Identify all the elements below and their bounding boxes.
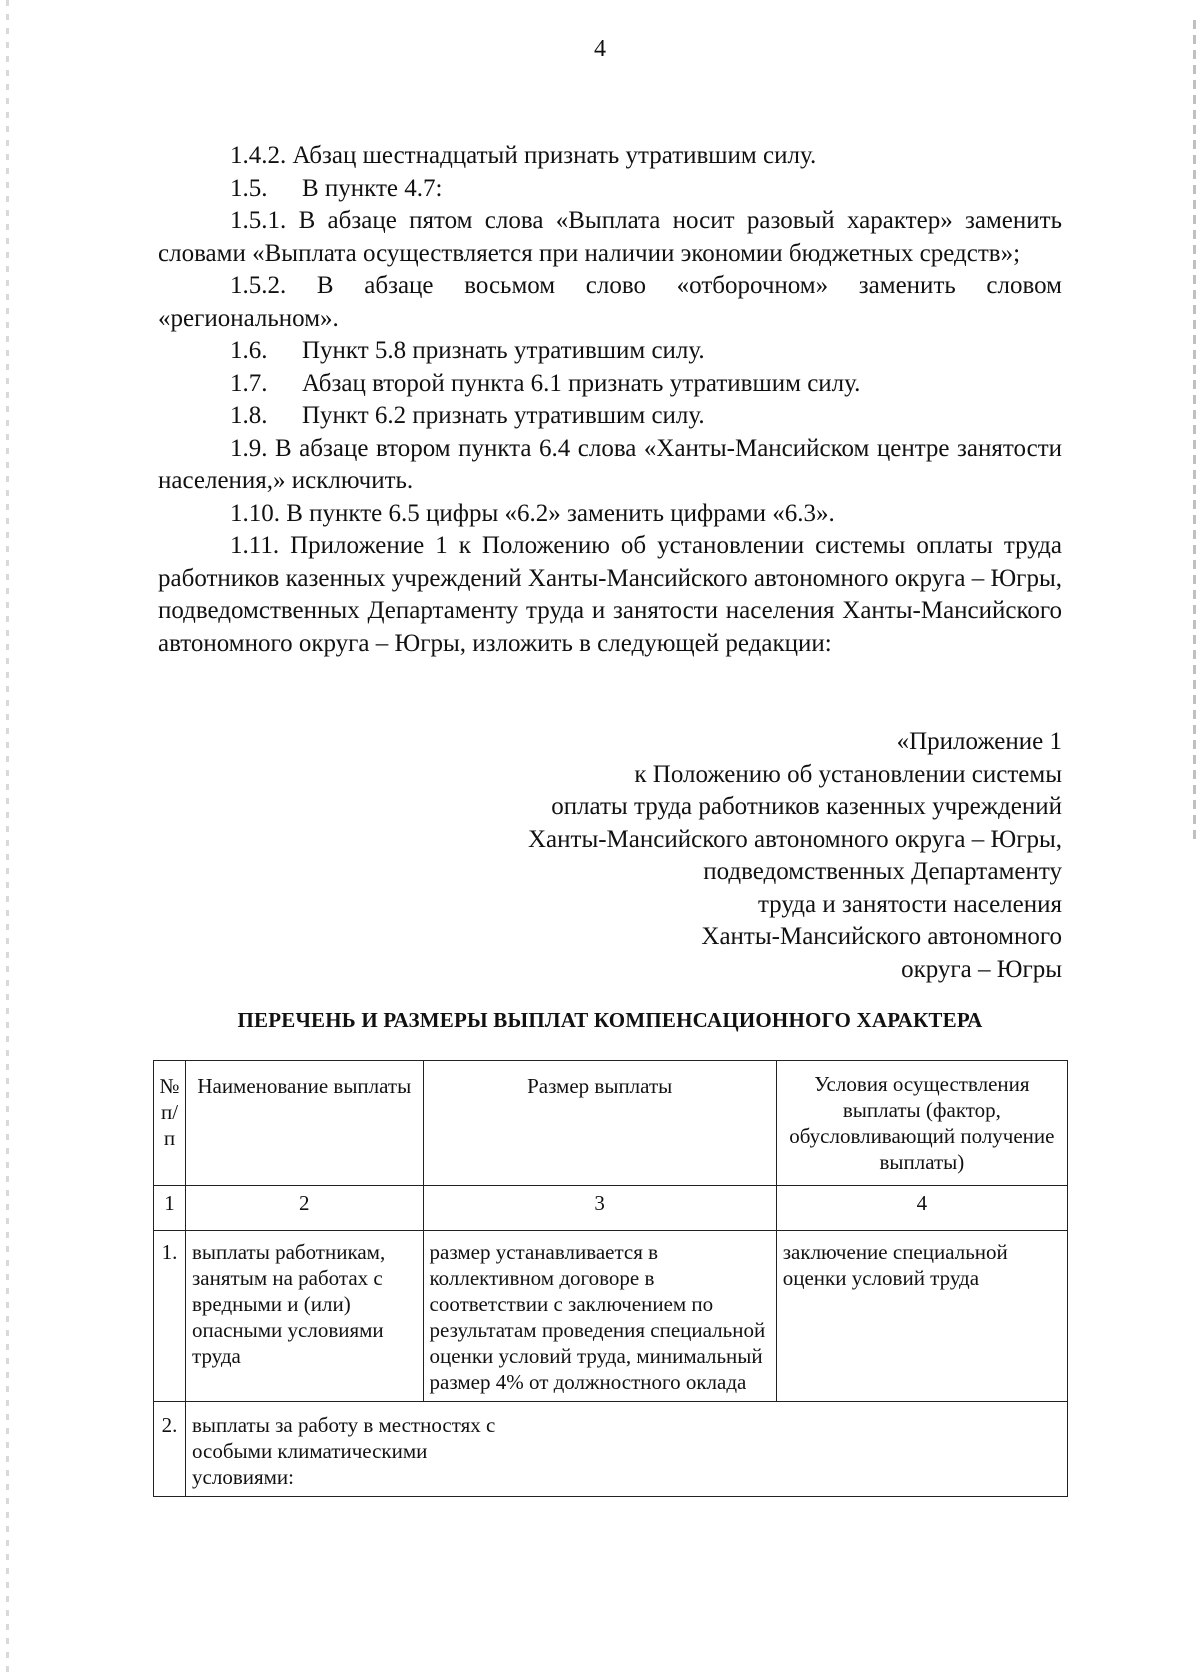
header-name: Наименование выплаты (186, 1061, 424, 1186)
appendix-line: подведомственных Департаменту (703, 858, 1062, 885)
header-size: Размер выплаты (423, 1061, 776, 1186)
row-number: 2. (154, 1402, 186, 1497)
appendix-line: Ханты-Мансийского автономного округа – Югры, (527, 825, 1062, 853)
column-number: 2 (186, 1186, 424, 1231)
paragraph-1-5-1: 1.5.1. В абзаце пятом слова «Выплата носит разовый характер» заменить словами «Выплата осуществляется при наличии экономии бюджетных средств»; (158, 207, 1062, 267)
row-condition: заключение специальной оценки условий труда (776, 1231, 1067, 1402)
paragraph-1-9: 1.9. В абзаце втором пункта 6.4 слова «Ханты-Мансийском центре занятости населения,» исключить. (158, 434, 1062, 494)
item-number: 1.8. (230, 402, 268, 429)
item-text: Абзац второй пункта 6.1 признать утратившим силу. (302, 369, 861, 397)
item-text: Пункт 6.2 признать утратившим силу. (302, 402, 705, 429)
page-number: 4 (594, 36, 606, 62)
item-text: Пункт 5.8 признать утратившим силу. (302, 337, 705, 364)
column-number: 4 (776, 1186, 1067, 1231)
row-name: выплаты работникам, занятым на работах с вредными и (или) опасными условиями труда (186, 1231, 424, 1402)
paragraph-1-6 (158, 335, 1062, 368)
table-row (154, 1402, 1068, 1497)
row-number: 1. (154, 1231, 186, 1402)
appendix-line: округа – Югры (901, 955, 1062, 983)
paragraph-1-10: 1.10. В пункте 6.5 цифры «6.2» заменить цифрами «6.3». (230, 499, 835, 527)
paragraph-1-4-2: 1.4.2. Абзац шестнадцатый признать утратившим силу. (230, 142, 817, 169)
paragraph-1-5-2: 1.5.2. В абзаце восьмом слово «отборочном» заменить словом «региональном». (158, 272, 1062, 332)
row-name-spanning (186, 1402, 1068, 1497)
item-number: 1.5. (230, 174, 268, 202)
table-numbering-row (154, 1186, 1068, 1231)
item-number: 1.6. (230, 337, 268, 364)
table-header-row (154, 1061, 1068, 1186)
scan-edge-right (1193, 20, 1196, 840)
header-condition: Условия осуществления выплаты (фактор, обусловливающий получение выплаты) (776, 1061, 1067, 1186)
paragraph-1-8 (158, 400, 1062, 433)
appendix-line: «Приложение 1 (896, 728, 1062, 755)
row-name: выплаты за работу в местностях с особыми климатическими условиями: (192, 1413, 496, 1489)
item-text: В пункте 4.7: (302, 174, 443, 202)
table-row (154, 1231, 1068, 1402)
column-number: 1 (154, 1186, 186, 1231)
scan-edge-left (6, 0, 9, 1680)
row-size: размер устанавливается в коллективном договоре в соответствии с заключением по результатам проведения специальной оценки условий труда, минимальный размер 4% от должностного оклада (423, 1231, 776, 1402)
appendix-line: оплаты труда работников казенных учреждений (551, 793, 1062, 820)
appendix-line: труда и занятости населения (757, 890, 1062, 918)
appendix-header (528, 726, 1062, 986)
appendix-line: Ханты-Мансийского автономного (701, 923, 1062, 950)
item-number: 1.7. (230, 369, 268, 397)
column-number: 3 (423, 1186, 776, 1231)
header-number: № п/п (154, 1061, 186, 1186)
appendix-line: к Положению об установлении системы (634, 760, 1062, 788)
table-title: ПЕРЕЧЕНЬ И РАЗМЕРЫ ВЫПЛАТ КОМПЕНСАЦИОННОГО ХАРАКТЕРА (237, 1008, 983, 1032)
paragraph-1-11: 1.11. Приложение 1 к Положению об установлении системы оплаты труда работников казенных учреждений Ханты-Мансийского автономного округа – Югры, подведомственных Департаменту труда и занятости населения Ханты-Мансийского автономного округа – Югры, изложить в следующей редакции: (158, 532, 1062, 657)
paragraph-1-7 (158, 368, 1062, 401)
paragraph-1-5 (158, 173, 1062, 206)
body-text (158, 140, 1062, 660)
compensation-table (153, 1060, 1068, 1497)
